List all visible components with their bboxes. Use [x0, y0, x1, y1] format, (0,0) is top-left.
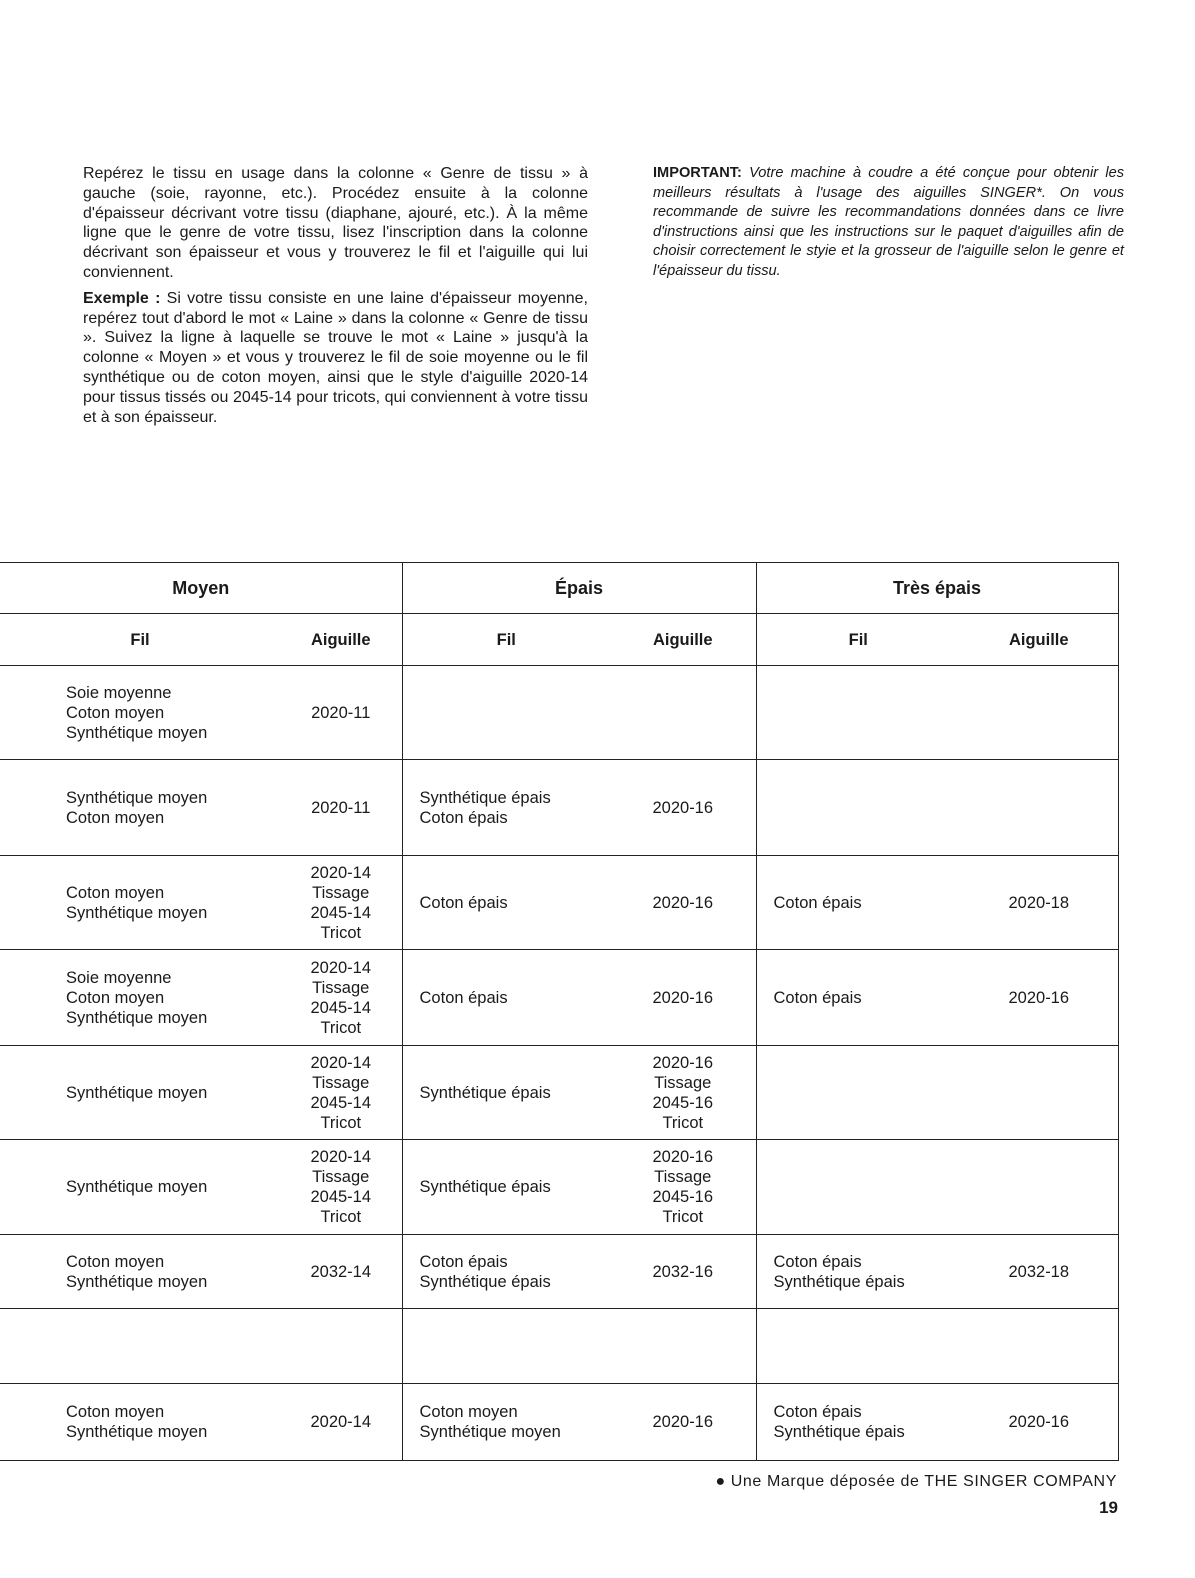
thread-cell	[756, 1309, 960, 1384]
sub-header-row	[0, 614, 1118, 666]
thread-cell: Soie moyenne Coton moyen Synthétique moyen	[66, 968, 208, 1027]
needle-cell: 2020-11	[280, 760, 402, 856]
needle-cell: 2020-14 Tissage 2045-14 Tricot	[280, 950, 402, 1046]
thread-cell: Synthétique moyen Coton moyen	[66, 788, 208, 827]
intro-text	[83, 164, 588, 433]
group-header-moyen: Moyen	[0, 563, 402, 614]
important-note	[653, 164, 1124, 282]
thread-needle-table	[0, 562, 1119, 1461]
needle-cell: 2020-16	[610, 1384, 756, 1461]
needle-cell	[960, 666, 1118, 760]
thread-cell: Coton épais Synthétique épais	[419, 1252, 551, 1291]
needle-cell: 2020-16	[610, 950, 756, 1046]
sub-header-aiguille: Aiguille	[610, 614, 756, 666]
needle-cell	[960, 760, 1118, 856]
thread-cell: Synthétique épais	[419, 1178, 551, 1196]
needle-cell: 2020-16	[960, 1384, 1118, 1461]
group-header-epais: Épais	[402, 563, 756, 614]
thread-cell: Coton moyen Synthétique moyen	[66, 1403, 208, 1441]
thread-cell: Coton moyen Synthétique moyen	[419, 1403, 561, 1441]
sub-header-fil: Fil	[496, 630, 516, 649]
intro-paragraph: Repérez le tissu en usage dans la colonne « Genre de tissu » à gauche (soie, rayonne, etc.). Procédez ensuite à la colonne d'épaisseur décrivant votre tissu (diaphane, ajouré, etc.). À la même ligne que le genre de votre tissu, lisez l'inscription dans la colonne décrivant son épaisseur et vous y trouverez le fil et l'aiguille qui lui conviennent.	[83, 165, 588, 281]
table-row	[0, 950, 1118, 1046]
group-header-tres-epais: Très épais	[756, 563, 1118, 614]
table-row	[0, 1384, 1118, 1461]
needle-cell: 2032-18	[960, 1235, 1118, 1309]
needle-cell	[960, 1046, 1118, 1140]
important-label: IMPORTANT:	[653, 165, 742, 181]
thread-cell	[0, 1309, 280, 1384]
thread-cell: Coton épais	[773, 893, 862, 912]
thread-cell: Soie moyenne Coton moyen Synthétique moyen	[66, 683, 208, 742]
needle-cell	[960, 1140, 1118, 1235]
thread-cell	[756, 1140, 960, 1235]
thread-cell: Coton épais	[773, 988, 862, 1007]
table-row	[0, 666, 1118, 760]
needle-cell: 2020-11	[280, 666, 402, 760]
important-text: Votre machine à coudre a été conçue pour obtenir les meilleurs résultats à l'usage des aiguilles SINGER*. On vous recommande de suivre les recommandations données dans ce livre d'instructions ainsi que les instructions sur le paquet d'aiguilles afin de choisir correctement le styie et la grosseur de l'aiguille selon le genre et l'épaisseur du tissu.	[653, 165, 1124, 279]
needle-cell	[610, 666, 756, 760]
table-row	[0, 1140, 1118, 1235]
thread-cell	[402, 1309, 610, 1384]
page-number: 19	[1099, 1498, 1118, 1517]
needle-cell: 2032-16	[610, 1235, 756, 1309]
table-row	[0, 760, 1118, 856]
needle-cell	[960, 1309, 1118, 1384]
table-row	[0, 1046, 1118, 1140]
thread-cell	[402, 666, 610, 760]
sub-header-fil: Fil	[130, 630, 150, 649]
thread-cell: Synthétique épais	[419, 1083, 551, 1102]
needle-cell	[280, 1309, 402, 1384]
sub-header-aiguille: Aiguille	[280, 614, 402, 666]
table-row	[0, 1235, 1118, 1309]
thread-cell: Coton moyen Synthétique moyen	[66, 883, 208, 922]
thread-cell	[756, 1046, 960, 1140]
example-text: Si votre tissu consiste en une laine d'épaisseur moyenne, repérez tout d'abord le mot « Laine » dans la colonne « Genre de tissu ». Suivez la ligne à laquelle se trouve le mot « Laine » jusqu'à la colonne « Moyen » et vous y trouverez le fil de soie moyenne ou le fil synthétique ou de coton moyen, ainsi que le style d'aiguille 2020-14 pour tissus tissés ou 2045-14 pour tricots, qui conviennent à votre tissu et à son épaisseur.	[83, 289, 588, 426]
example-paragraph	[83, 289, 588, 428]
group-header-row	[0, 563, 1118, 614]
thread-cell: Coton moyen Synthétique moyen	[66, 1252, 208, 1291]
needle-cell: 2032-14	[280, 1235, 402, 1309]
thread-cell: Synthétique moyen	[66, 1083, 208, 1102]
example-label: Exemple :	[83, 289, 161, 307]
table-row	[0, 1309, 1118, 1384]
needle-cell: 2020-14 Tissage 2045-14 Tricot	[280, 1140, 402, 1235]
sub-header-fil: Fil	[848, 630, 868, 649]
thread-cell: Synthétique épais Coton épais	[419, 788, 551, 827]
sub-header-aiguille: Aiguille	[960, 614, 1118, 666]
needle-cell: 2020-16	[960, 950, 1118, 1046]
trademark-note: ● Une Marque déposée de THE SINGER COMPANY	[715, 1473, 1117, 1490]
needle-cell: 2020-14 Tissage 2045-14 Tricot	[280, 856, 402, 950]
thread-cell: Synthétique moyen	[66, 1178, 208, 1196]
needle-cell: 2020-16	[610, 856, 756, 950]
thread-cell	[756, 760, 960, 856]
thread-cell: Coton épais Synthétique épais	[773, 1252, 905, 1291]
thread-cell: Coton épais	[419, 988, 508, 1007]
table-row	[0, 856, 1118, 950]
needle-cell: 2020-14	[280, 1384, 402, 1461]
needle-cell: 2020-16	[610, 760, 756, 856]
needle-cell: 2020-14 Tissage 2045-14 Tricot	[280, 1046, 402, 1140]
needle-cell: 2020-16 Tissage 2045-16 Tricot	[610, 1140, 756, 1235]
needle-cell: 2020-18	[960, 856, 1118, 950]
needle-cell	[610, 1309, 756, 1384]
needle-cell: 2020-16 Tissage 2045-16 Tricot	[610, 1046, 756, 1140]
thread-cell: Coton épais	[419, 893, 508, 912]
thread-cell: Coton épais Synthétique épais	[773, 1403, 905, 1441]
thread-cell	[756, 666, 960, 760]
